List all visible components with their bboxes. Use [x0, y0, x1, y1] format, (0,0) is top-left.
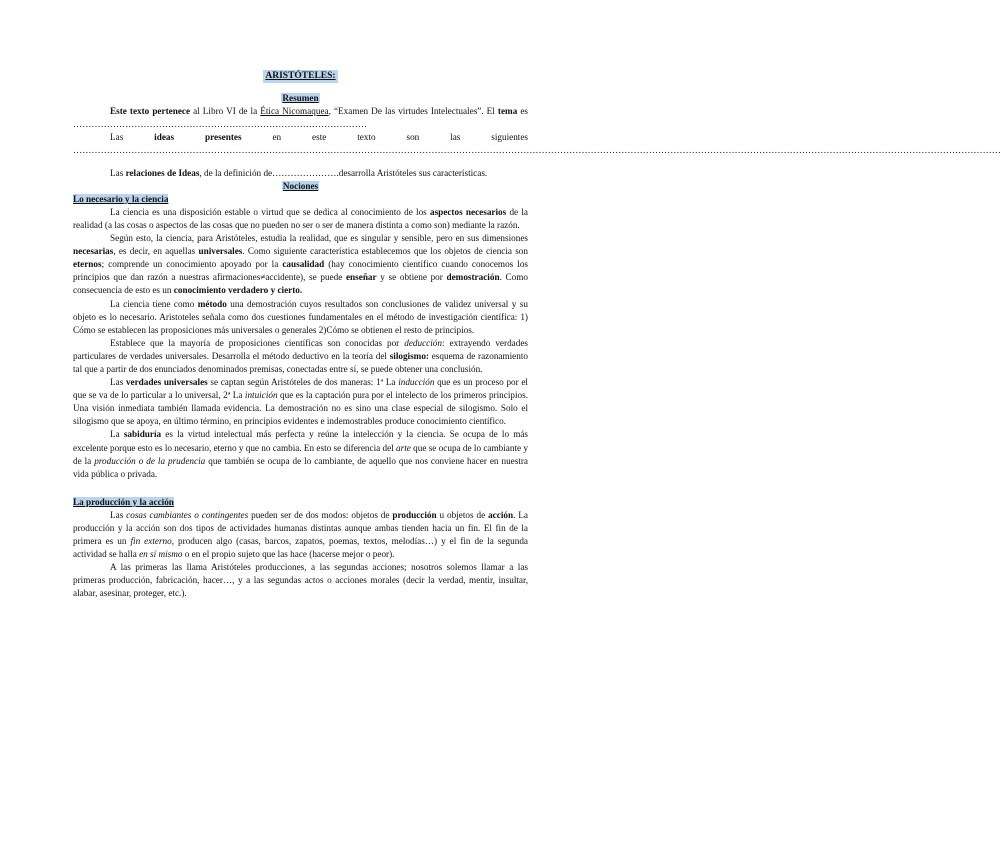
necesario-paragraph-2: Según esto, la ciencia, para Aristóteles, estudia la realidad, que es singular y sensible, pero en sus dimensiones necesarias, es decir, en aquellas universales. Como siguiente característica establecemos que los objetos de ciencia son eternos; comprende un conocimiento apoyado por la causalidad (hay conocimiento científico cuando conocemos los principios que dan razón a nuestras afirmaciones≠accidente), se puede enseñar y se obtiene por demostración. Como consecuencia de esto es un conocimiento verdadero y cierto. [73, 233, 528, 296]
resumen-paragraph-3: Las relaciones de Ideas, de la definición de………………….desarrolla Aristóteles sus características. [110, 167, 488, 178]
necesario-paragraph-4: Establece que la mayoría de proposiciones científicas son conocidas por deducción: extrayendo verdades particulares de verdades universales. Desarrolla el método deductivo en la teoría del silogismo: esquema de razonamiento tal que a partir de dos enunciados denominados premisas, conectadas entre sí, se puede obtener una conclusión. [73, 337, 529, 374]
necesario-paragraph-5: Las verdades universales se captan según Aristóteles de dos maneras: 1ª La inducción que es un proceso por el que se va de lo particular a lo universal, 2ª La intuición que es la captación pura por el intelecto de los primeros principios. Una visión inmediata también llamada evidencia. La demostración no es sino una clase especial de silogismo. Solo el silogismo que se apoya, en último término, en principios evidentes e indemostrables produce conocimiento científico. [73, 377, 528, 427]
produccion-paragraph-1: Las cosas cambiantes o contingentes pueden ser de dos modos: objetos de producción u objetos de acción. La producción y la acción son dos tipos de actividades humanas distintas aunque ambas tienden hacia un fin. El fin de la primera es un fin externo, producen algo (casas, barcos, zapatos, poemas, textos, melodías…) y el fin de la segunda actividad se halla en sí mismo o en el propio sujeto que las hace (hacerse mejor o peor). [73, 509, 528, 560]
resumen-heading: Resumen [282, 93, 319, 104]
resumen-paragraph-1: Este texto pertenece al Libro VI de la Ética Nicomaquea, “Examen De las virtudes Intelectuales”. El tema es …………………………………………………………………………………… [73, 106, 528, 130]
resumen-paragraph-2: Las ideas presentes en este texto son las siguientes …………………………………………………………………………………………………………………………………………………………………………………………………………………………………………………………………………… [73, 132, 1001, 156]
nociones-heading: Nociones [282, 180, 319, 191]
necesario-paragraph-6: La sabiduría es la virtud intelectual más perfecta y reúne la intelección y la ciencia. Se ocupa de lo más excelente porque esto es lo necesario, eterno y que no cambia. En esto se diferencia del arte que se ocupa de lo cambiante y de la producción o de la prudencia que también se ocupa de lo cambiante, de aquello que nos conviene hacer en nuestra vida pública o privada. [73, 429, 529, 479]
section-heading-produccion: La producción y la acción [73, 496, 174, 507]
section-heading-necesario: Lo necesario y la ciencia [73, 193, 169, 204]
document-title: ARISTÓTELES: [263, 70, 337, 83]
produccion-paragraph-2: A las primeras las llama Aristóteles producciones, a las segundas acciones; nosotros solemos llamar a las primeras producción, fabricación, hacer…, y a las segundas actos o acciones morales (decir la verdad, mentir, insultar, alabar, asesinar, proteger, etc.). [73, 562, 528, 599]
document-page [73, 70, 1001, 601]
necesario-paragraph-1: La ciencia es una disposición estable o virtud que se dedica al conocimiento de los aspectos necesarios de la realidad (a las cosas o aspectos de las cosas que no pueden no ser o ser de manera distinta a como son) mediante la razón. [73, 206, 528, 230]
necesario-paragraph-3: La ciencia tiene como método una demostración cuyos resultados son conclusiones de validez universal y su objeto es lo necesario. Aristoteles señala como dos cuestiones fundamentales en el método de investigación científica: 1) Cómo se establecen las proposiciones más universales o generales 2)Cómo se obtienen el resto de principios. [73, 298, 528, 335]
